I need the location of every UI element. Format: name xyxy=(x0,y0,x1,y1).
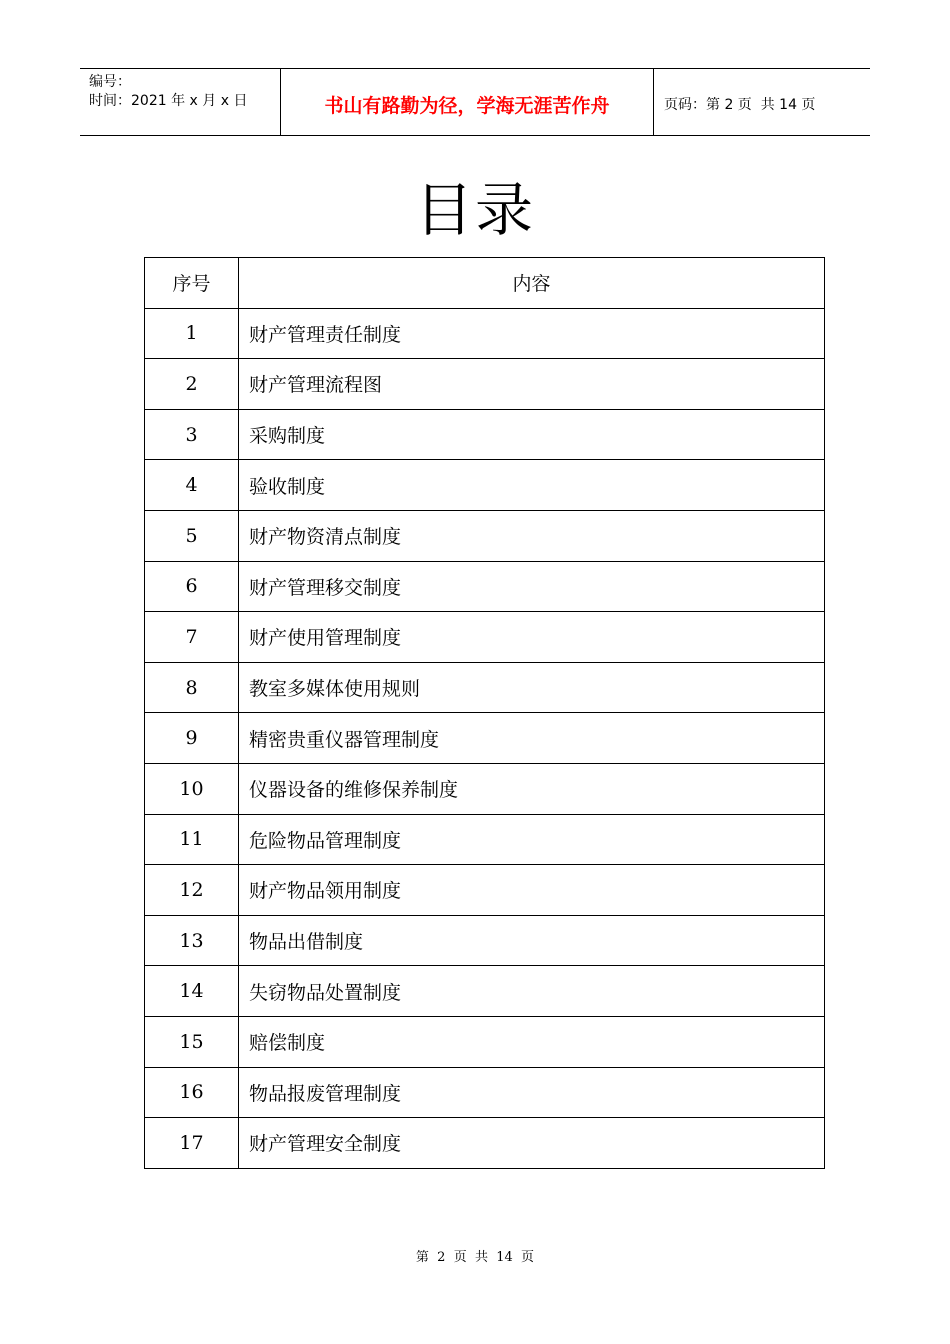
toc-header-no: 序号 xyxy=(145,258,239,309)
toc-row-content: 财产使用管理制度 xyxy=(239,612,825,663)
table-row xyxy=(145,763,825,814)
document-time-label: 时间：2021 年 x 月 x 日 xyxy=(89,93,248,109)
toc-row-number: 15 xyxy=(145,1016,239,1067)
toc-row-content: 教室多媒体使用规则 xyxy=(239,662,825,713)
table-row xyxy=(145,1118,825,1169)
toc-table xyxy=(144,257,825,1169)
toc-body xyxy=(145,308,825,1168)
header-motto: 书山有路勤为径，学海无涯苦作舟 xyxy=(281,69,654,135)
toc-row-content: 赔偿制度 xyxy=(239,1016,825,1067)
table-row xyxy=(145,561,825,612)
toc-row-content: 精密贵重仪器管理制度 xyxy=(239,713,825,764)
toc-row-content: 财产管理移交制度 xyxy=(239,561,825,612)
toc-row-number: 11 xyxy=(145,814,239,865)
table-row xyxy=(145,308,825,359)
table-row xyxy=(145,713,825,764)
toc-row-content: 仪器设备的维修保养制度 xyxy=(239,763,825,814)
table-row xyxy=(145,865,825,916)
page-footer: 第 2 页 共 14 页 xyxy=(415,1250,535,1265)
toc-row-content: 财产物资清点制度 xyxy=(239,510,825,561)
toc-row-number: 2 xyxy=(145,359,239,410)
table-row xyxy=(145,1016,825,1067)
toc-row-number: 16 xyxy=(145,1067,239,1118)
table-row xyxy=(145,1067,825,1118)
header-meta xyxy=(80,69,281,135)
toc-row-number: 5 xyxy=(145,510,239,561)
toc-row-number: 4 xyxy=(145,460,239,511)
toc-row-content: 财产管理安全制度 xyxy=(239,1118,825,1169)
table-row xyxy=(145,814,825,865)
toc-row-content: 危险物品管理制度 xyxy=(239,814,825,865)
toc-header-row xyxy=(145,258,825,309)
header-page-info: 页码：第 2 页 共 14 页 xyxy=(664,97,816,113)
toc-row-number: 3 xyxy=(145,409,239,460)
table-row xyxy=(145,510,825,561)
toc-row-content: 财产物品领用制度 xyxy=(239,865,825,916)
table-row xyxy=(145,460,825,511)
toc-row-number: 17 xyxy=(145,1118,239,1169)
table-row xyxy=(145,409,825,460)
table-row xyxy=(145,966,825,1017)
toc-row-number: 9 xyxy=(145,713,239,764)
toc-row-number: 8 xyxy=(145,662,239,713)
toc-row-number: 13 xyxy=(145,915,239,966)
toc-row-content: 失窃物品处置制度 xyxy=(239,966,825,1017)
table-row xyxy=(145,612,825,663)
toc-row-number: 12 xyxy=(145,865,239,916)
toc-header-content: 内容 xyxy=(239,258,825,309)
toc-row-number: 14 xyxy=(145,966,239,1017)
toc-row-content: 物品出借制度 xyxy=(239,915,825,966)
toc-row-content: 财产管理流程图 xyxy=(239,359,825,410)
table-row xyxy=(145,359,825,410)
page-title: 目录 xyxy=(414,176,535,244)
page-header xyxy=(80,68,870,136)
document-number-label: 编号： xyxy=(89,74,131,90)
table-row xyxy=(145,915,825,966)
table-row xyxy=(145,662,825,713)
toc-row-content: 验收制度 xyxy=(239,460,825,511)
toc-row-content: 采购制度 xyxy=(239,409,825,460)
toc-row-content: 物品报废管理制度 xyxy=(239,1067,825,1118)
toc-row-content: 财产管理责任制度 xyxy=(239,308,825,359)
toc-row-number: 6 xyxy=(145,561,239,612)
toc-row-number: 1 xyxy=(145,308,239,359)
toc-row-number: 10 xyxy=(145,763,239,814)
toc-row-number: 7 xyxy=(145,612,239,663)
